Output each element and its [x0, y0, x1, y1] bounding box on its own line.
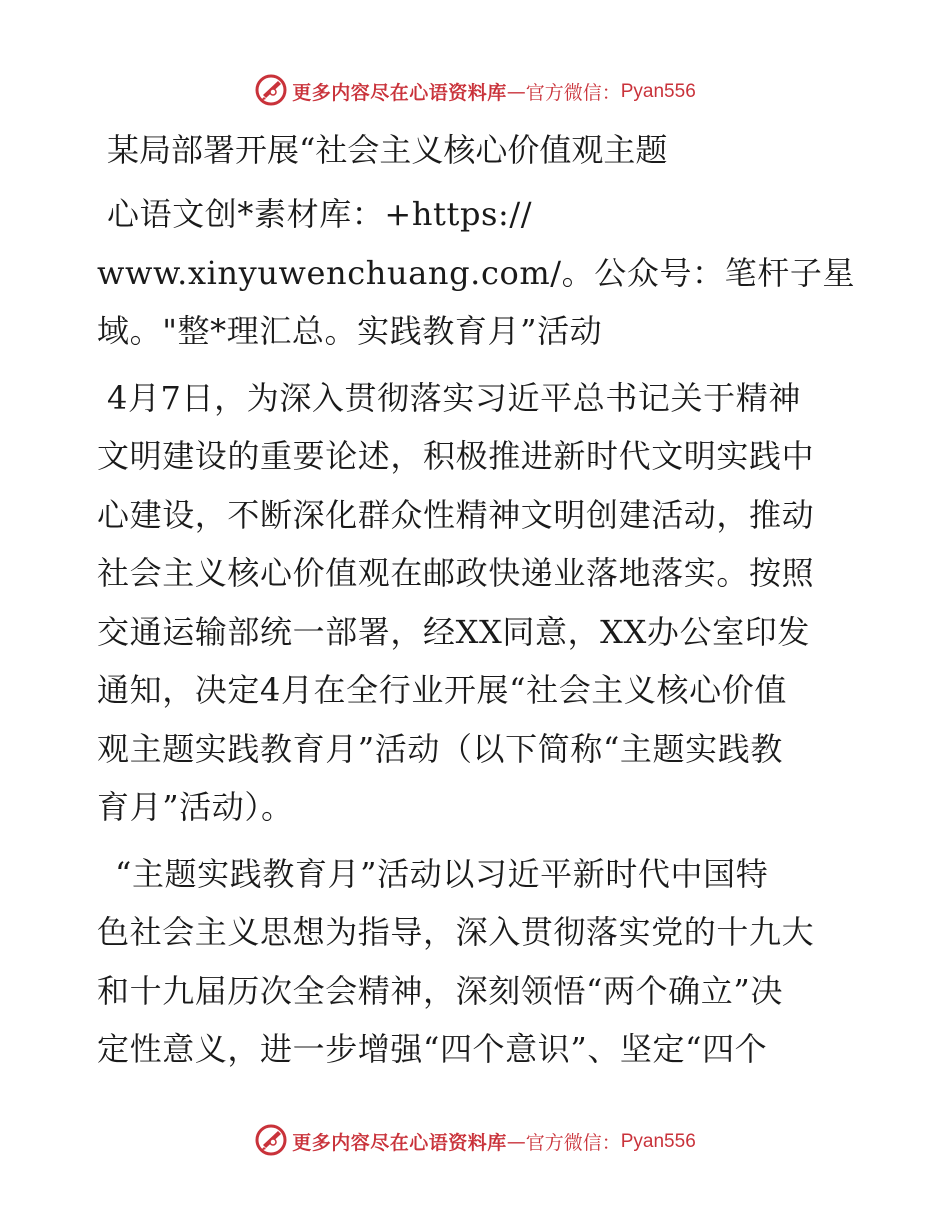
paragraph-line: 通知，决定4月在全行业开展“社会主义核心价值 [97, 671, 787, 709]
paragraph-2 [97, 845, 855, 1079]
document-title: 某局部署开展“社会主义核心价值观主题 [107, 131, 668, 169]
footer-banner [0, 1122, 950, 1158]
document-body [97, 123, 855, 1079]
source-line: 域。"整*理汇总。实践教育月”活动 [97, 312, 603, 350]
paragraph-line: 心建设，不断深化群众性精神文明创建活动，推动 [97, 495, 815, 534]
banner-separator: — [506, 80, 526, 103]
paragraph-line: 交通运输部统一部署，经XX同意，XX办公室印发 [97, 612, 810, 651]
paragraph-line: 育月”活动）。 [97, 788, 294, 826]
banner-separator: — [506, 1130, 526, 1153]
paragraph-line: 色社会主义思想为指导，深入贯彻落实党的十九大 [97, 913, 815, 951]
banner-text: 更多内容尽在心语资料库 [292, 82, 507, 104]
paragraph-line: 观主题实践教育月”活动（以下简称“主题实践教 [97, 729, 783, 768]
paragraph-line: 和十九届历次全会精神，深刻领悟“两个确立”决 [97, 971, 783, 1010]
paragraph-line: 文明建设的重要论述，积极推进新时代文明实践中 [97, 437, 815, 475]
source-line: 心语文创*素材库：+https:// [107, 195, 533, 233]
banner-channel: 官方微信： [525, 1132, 621, 1154]
brand-logo-icon [254, 73, 288, 107]
source-note [97, 185, 855, 361]
banner-wechat-id: Pyan556 [620, 1130, 696, 1152]
paragraph-line: 定性意义，进一步增强“四个意识”、坚定“四个 [97, 1030, 768, 1068]
banner-wechat-id: Pyan556 [620, 80, 696, 102]
paragraph-line: 社会主义核心价值观在邮政快递业落地落实。按照 [97, 554, 815, 592]
paragraph-1 [97, 369, 855, 837]
banner-channel: 官方微信： [525, 82, 621, 104]
banner-text: 更多内容尽在心语资料库 [292, 1132, 507, 1154]
brand-logo-icon [254, 1123, 288, 1157]
header-banner [0, 72, 950, 108]
source-line: www.xinyuwenchuang.com/。公众号：笔杆子星 [97, 253, 856, 292]
paragraph-line: “主题实践教育月”活动以习近平新时代中国特 [115, 854, 769, 893]
paragraph-line: 4月7日，为深入贯彻落实习近平总书记关于精神 [107, 378, 801, 417]
